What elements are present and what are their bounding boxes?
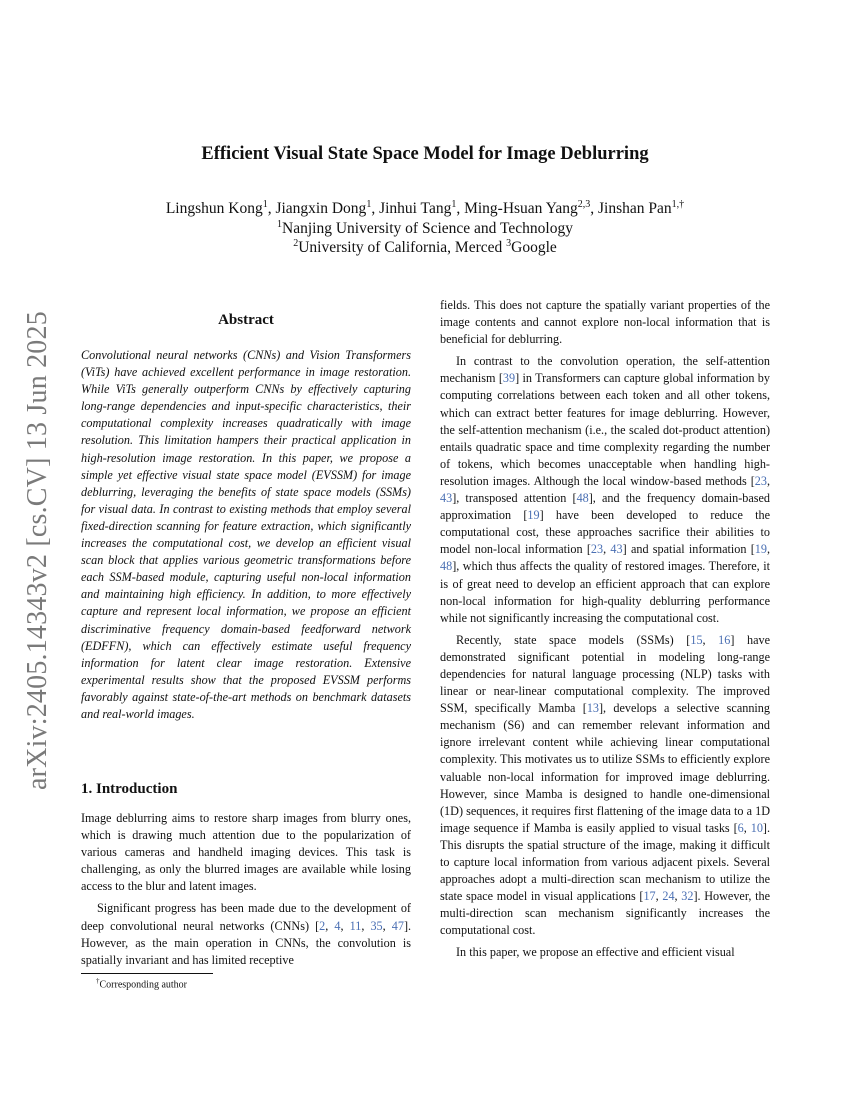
intro-paragraph-1: Image deblurring aims to restore sharp images from blurry ones, which is drawing much attention due to the popularization of various cameras and handheld imaging devices. This task is challenging, as only the blurred images are available while losing access to the blur and latent images. — [81, 811, 411, 894]
author-name: Ming-Hsuan Yang — [464, 200, 578, 217]
affiliation: Nanjing University of Science and Technology — [282, 219, 573, 237]
affiliation-mark: 2 — [293, 237, 299, 249]
author-mark: 1 — [366, 198, 372, 210]
affiliation: Google — [511, 239, 557, 256]
author-list: Lingshun Kong$^1$, Jiangxin Dong$^1$, Jinhui Tang$^1$, Ming-Hsuan Yang$^{2,3}$, Jinshan Pan$^{1,\dagger}$ — [165, 198, 685, 217]
footnote-text: Corresponding author — [99, 979, 187, 991]
citation-link[interactable]: 23 — [754, 473, 767, 488]
citation-link[interactable]: 17 — [643, 889, 656, 904]
citation-link[interactable]: 43 — [610, 542, 623, 557]
author-block — [80, 199, 770, 258]
author-mark: 1,† — [671, 198, 685, 210]
intro-paragraph-2: Significant progress has been made due to the development of deep convolutional neural networks (CNNs) [2, 4, 11, 35, 47]. However, as the main operation in CNNs, the convolution is spatially invariant and has limited receptive — [81, 901, 412, 967]
introduction-left-column — [81, 810, 411, 969]
abstract-text — [81, 347, 411, 723]
arxiv-identifier: arXiv:2405.14343v2 [cs.CV] 13 Jun 2025 — [22, 311, 53, 790]
affiliation-line-1 — [80, 219, 770, 239]
citation-link[interactable]: 47 — [391, 918, 404, 933]
author-mark: 1 — [262, 198, 268, 210]
citation-link[interactable]: 19 — [527, 508, 540, 523]
author-name: Lingshun Kong — [165, 200, 263, 217]
citation-link[interactable]: 24 — [662, 889, 675, 904]
citation-link[interactable]: 35 — [370, 918, 383, 933]
author-mark: 2,3 — [577, 198, 591, 210]
citation-link[interactable]: 23 — [590, 542, 604, 557]
citation-link[interactable]: 10 — [750, 820, 763, 835]
author-name: Jiangxin Dong — [275, 200, 367, 217]
citation-link[interactable]: 15 — [690, 632, 703, 647]
footnote-mark: † — [96, 977, 100, 985]
footnote — [96, 977, 187, 990]
footnote-rule — [81, 973, 213, 974]
paper-title: Efficient Visual State Space Model for Image Deblurring — [201, 144, 649, 164]
affiliation-line-2 — [80, 238, 770, 258]
intro-paragraph-continued: fields. This does not capture the spatially variant properties of the image contents and cannot explore non-local information that is beneficial for deblurring. — [440, 298, 770, 347]
affiliation-mark: 3 — [506, 237, 512, 249]
citation-link[interactable]: 32 — [681, 889, 694, 904]
citation-link[interactable]: 11 — [349, 918, 362, 933]
introduction-right-column — [440, 297, 770, 962]
abstract-heading: Abstract — [218, 312, 274, 328]
citation-link[interactable]: 13 — [586, 701, 599, 716]
citation-link[interactable]: 4 — [334, 918, 341, 933]
intro-paragraph-3: In contrast to the convolution operation, the self-attention mechanism [39] in Transformers can capture global information by computing correlations between each token and all other tokens, which can extract better features for image deblurring. However, the self-attention mechanism (i.e., the scaled dot-product attention) entails quadratic space and time complexity regarding the number of tokens, which becomes unacceptable when handling high-resolution images. Although the local window-based methods [23, 43], transposed attention [48], and the frequency domain-based approximation [19] have been developed to reduce the computational cost, these approaches sacrifice their abilities to model non-local information [23, 43] and spatial information [19, 48], which thus affects the quality of restored images. Therefore, it is of great need to develop an efficient approach that can explore non-local information for high-quality deblurring performance while not significantly increasing the computational cost. — [440, 354, 771, 625]
citation-link[interactable]: 19 — [754, 542, 767, 557]
intro-paragraph-4: Recently, state space models (SSMs) [15, 16] have demonstrated significant potential in modeling long-range dependencies for natural language processing (NLP) tasks with linear or near-linear computational complexity. The improved SSM, specifically Mamba [13], develops a selective scanning mechanism (S6) and can remember relevant information and ignore irrelevant content while achieving linear computational complexity. This motivates us to utilize SSMs to efficiently explore valuable non-local information for improved image deblurring. However, since Mamba is designed to handle one-dimensional (1D) sequences, it requires first flattening of the image data to a 1D image sequence if Mamba is easily applied to visual tasks [6, 10]. This disrupts the spatial structure of the image, making it difficult to capture local information from various adjacent pixels. Several approaches adopt a multi-direction scan mechanism to utilize the state space model in visual applications [17, 24, 32]. However, the multi-direction scan mechanism significantly increases the computational cost. — [440, 632, 771, 938]
citation-link[interactable]: 6 — [737, 820, 744, 835]
citation-link[interactable]: 39 — [502, 371, 516, 386]
abstract-paragraph: Convolutional neural networks (CNNs) and Vision Transformers (ViTs) have achieved excellent performance in image restoration. While ViTs generally outperform CNNs by effectively capturing long-range dependencies and input-specific characteristics, their computational complexity increases quadratically with image resolution. This limitation hampers their practical application in high-resolution image restoration. In this paper, we propose a simple yet effective visual state space model (EVSSM) for image deblurring, leveraging the benefits of state space models (SSMs) for visual data. In contrast to existing methods that employ several fixed-direction scanning for feature extraction, which significantly increases the computational cost, we develop an efficient visual scan block that applies various geometric transformations before each SSM-based module, capturing useful non-local information and maintaining high efficiency. In addition, to more effectively capture and represent local information, we propose an efficient discriminative frequency domain-based feedforward network (EDFFN), which can effectively estimate useful frequency information for latent clear image restoration. Extensive experimental results show that the proposed EVSSM performs favorably against state-of-the-art methods on benchmark datasets and real-world images. — [81, 348, 411, 721]
citation-link[interactable]: 48 — [440, 559, 453, 574]
section-heading-introduction: 1. Introduction — [81, 781, 178, 797]
author-name: Jinhui Tang — [379, 200, 452, 217]
affiliation: University of California, Merced — [298, 239, 503, 256]
citation-link[interactable]: 43 — [440, 491, 453, 506]
citation-link[interactable]: 48 — [576, 491, 589, 506]
affiliation-mark: 1 — [277, 218, 283, 230]
citation-link[interactable]: 16 — [718, 632, 731, 647]
author-name: Jinshan Pan — [598, 200, 672, 217]
author-mark: 1 — [451, 198, 457, 210]
citation-link[interactable]: 2 — [319, 918, 326, 933]
intro-paragraph-5: In this paper, we propose an effective and efficient visual — [456, 945, 735, 960]
